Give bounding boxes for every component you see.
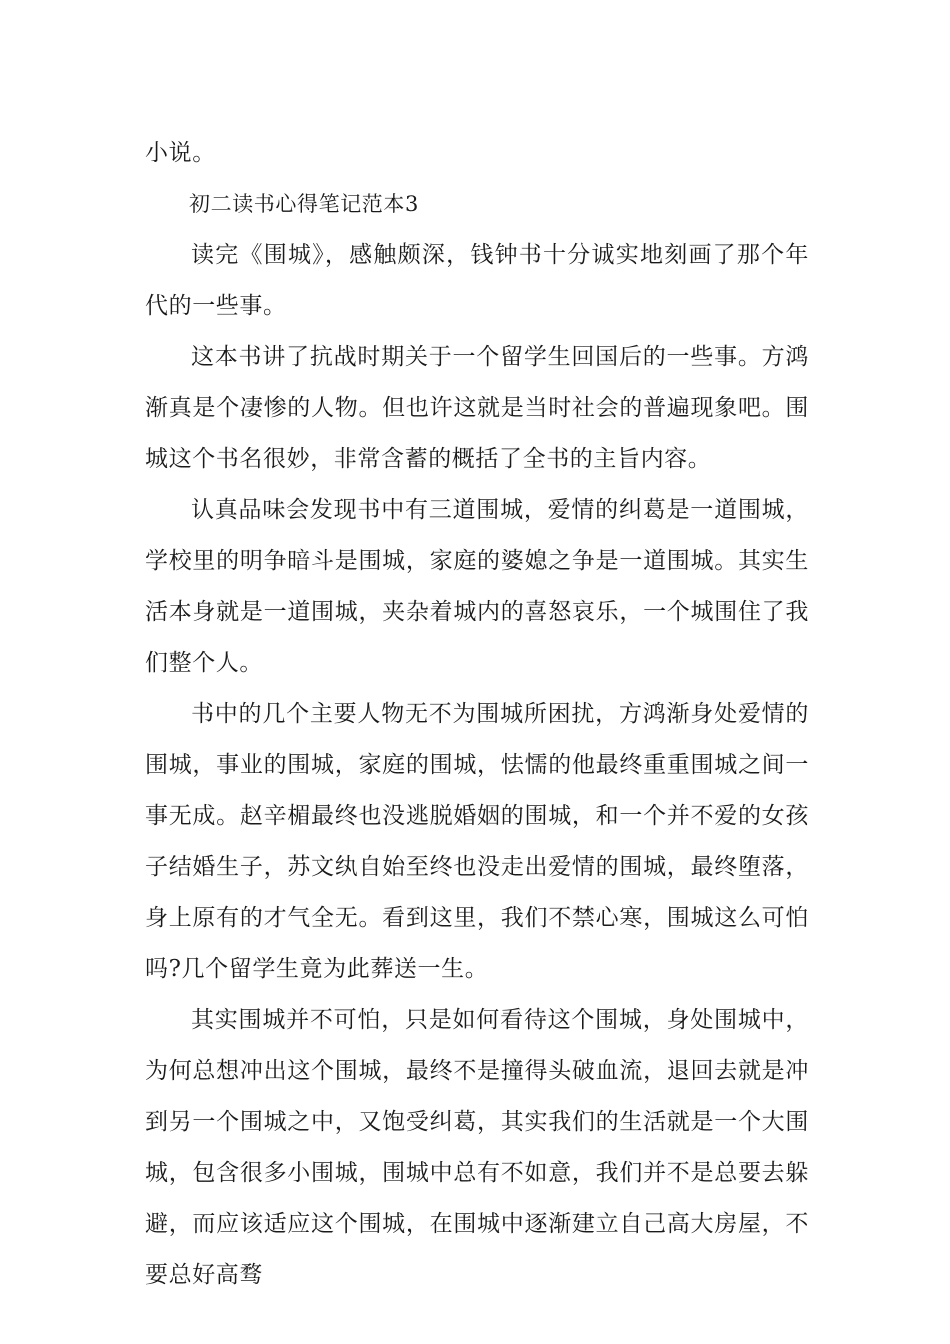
document-body — [145, 128, 809, 1301]
paragraph: 书中的几个主要人物无不为围城所困扰，方鸿渐身处爱情的围城，事业的围城，家庭的围城，怯懦的他最终重重围城之间一事无成。赵辛楣最终也没逃脱婚姻的围城，和一个并不爱的女孩子结婚生子，苏文纨自始至终也没走出爱情的围城，最终堕落，身上原有的才气全无。看到这里，我们不禁心寒，围城这么可怕吗?几个留学生竟为此葬送一生。 — [145, 701, 809, 982]
paragraph: 这本书讲了抗战时期关于一个留学生回国后的一些事。方鸿渐真是个凄惨的人物。但也许这就是当时社会的普遍现象吧。围城这个书名很妙，非常含蓄的概括了全书的主旨内容。 — [145, 344, 809, 472]
section-heading: 初二读书心得笔记范本3 — [189, 192, 419, 216]
paragraph: 读完《围城》，感触颇深，钱钟书十分诚实地刻画了那个年代的一些事。 — [145, 242, 809, 319]
paragraph: 认真品味会发现书中有三道围城，爱情的纠葛是一道围城，学校里的明争暗斗是围城，家庭的婆媳之争是一道围城。其实生活本身就是一道围城，夹杂着城内的喜怒哀乐，一个城围住了我们整个人。 — [145, 497, 809, 676]
paragraph: 其实围城并不可怕，只是如何看待这个围城，身处围城中，为何总想冲出这个围城，最终不是撞得头破血流，退回去就是冲到另一个围城之中，又饱受纠葛，其实我们的生活就是一个大围城，包含很多小围城，围城中总有不如意，我们并不是总要去躲避，而应该适应这个围城，在围城中逐渐建立自己高大房屋，不要总好高骛 — [145, 1007, 809, 1288]
paragraph-continuation: 小说。 — [145, 140, 216, 166]
